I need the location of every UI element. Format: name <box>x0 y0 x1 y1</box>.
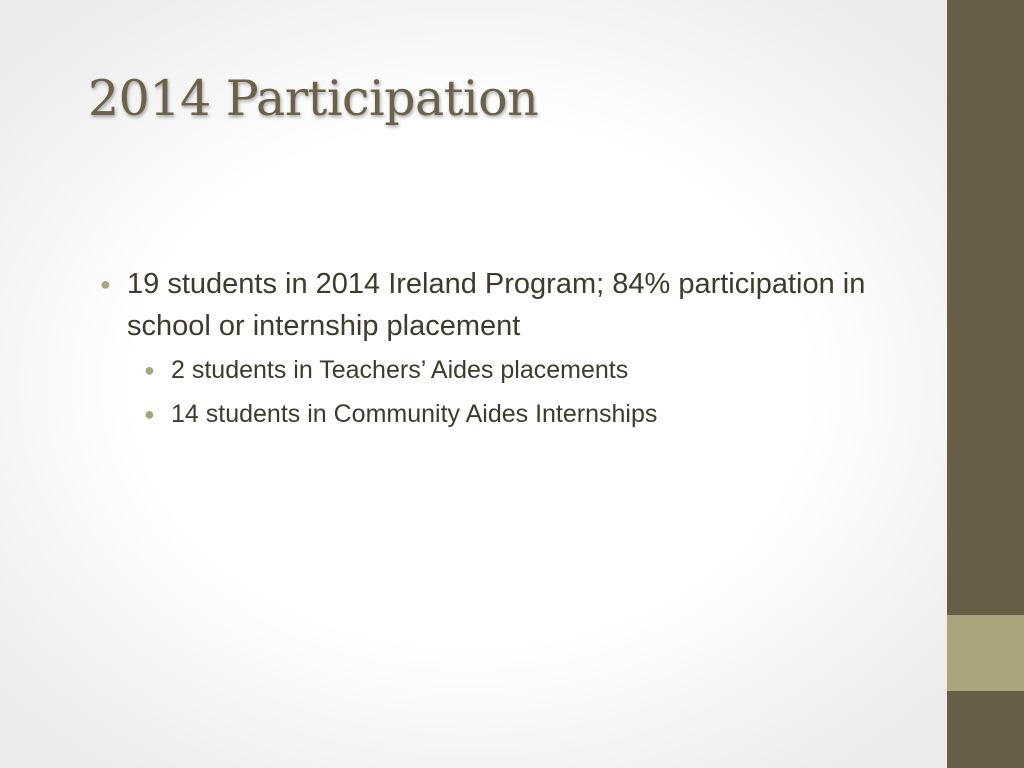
bullet-dot-icon: ● <box>144 404 155 424</box>
bullet-dot-icon: ● <box>100 274 111 294</box>
bullet-dot-icon: ● <box>144 360 155 380</box>
sub-bullet-item <box>100 353 900 387</box>
bullet-item <box>100 263 900 347</box>
bullet-text: 19 students in 2014 Ireland Program; 84% participation in school or internship placement <box>127 268 866 342</box>
sub-bullet-text: 2 students in Teachers’ Aides placements <box>171 356 629 384</box>
sub-bullet-item <box>100 397 900 431</box>
decorative-sidebar-accent <box>947 615 1024 691</box>
sub-bullet-text: 14 students in Community Aides Internships <box>171 400 658 428</box>
slide-body <box>100 263 900 431</box>
slide-title: 2014 Participation <box>88 70 539 127</box>
